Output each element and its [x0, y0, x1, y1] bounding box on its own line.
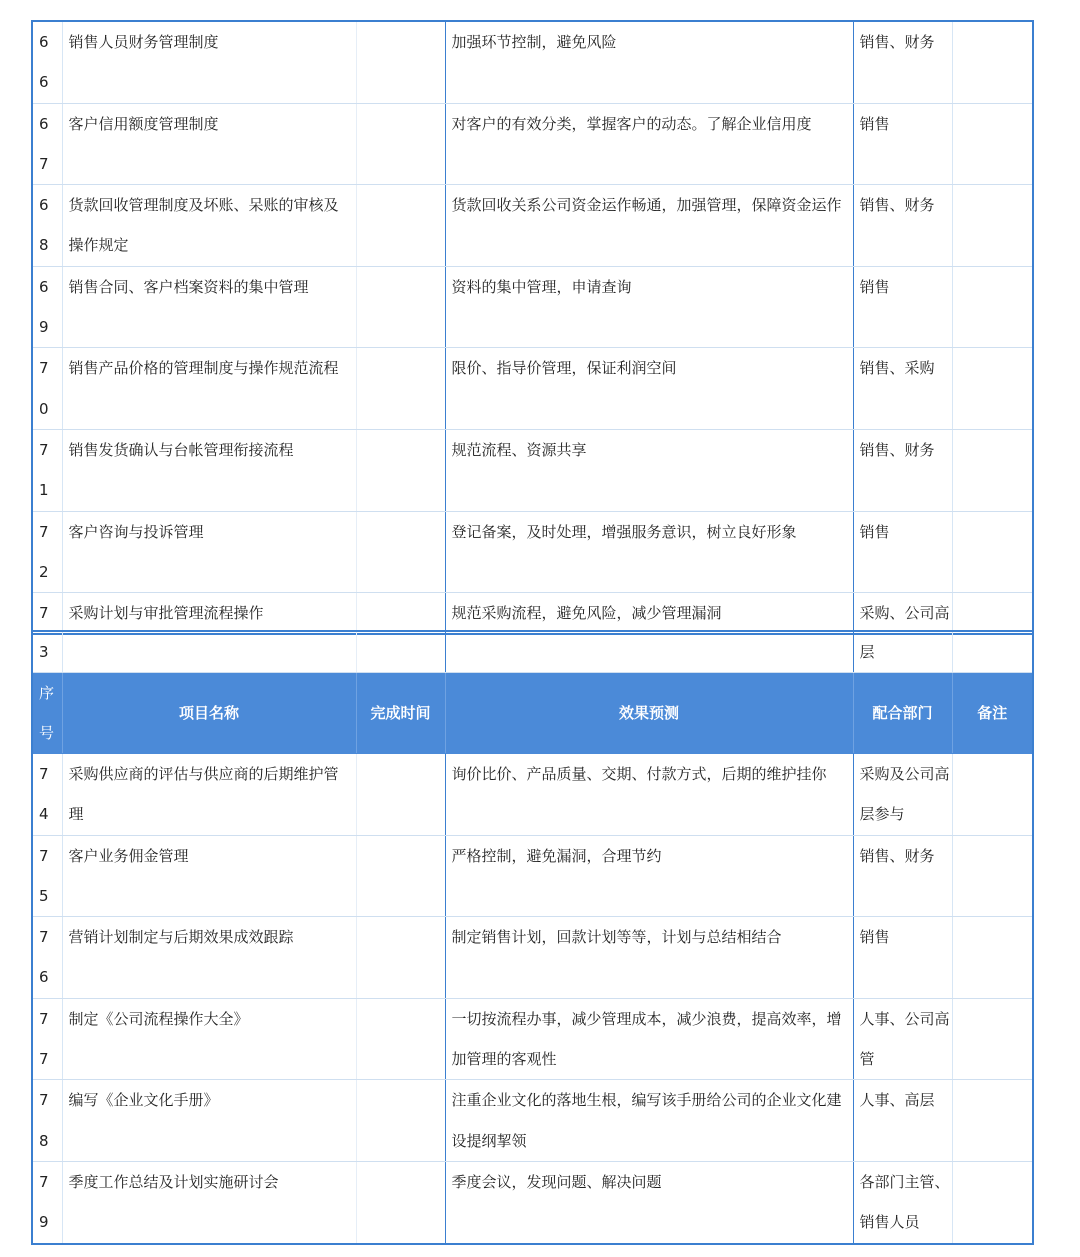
- table-row: [32, 631, 1033, 673]
- note-cell: [952, 754, 1033, 836]
- department-cell: 销售、财务: [853, 835, 952, 917]
- note-cell: [952, 593, 1033, 635]
- note-cell: [952, 917, 1033, 999]
- department-cell: 销售: [853, 103, 952, 185]
- completion-time-cell: [356, 754, 445, 836]
- table-row: [32, 593, 1033, 635]
- project-table-part-2: [31, 630, 1034, 1245]
- table-row: [32, 917, 1033, 999]
- completion-time-cell: [356, 917, 445, 999]
- department-cell: 销售、财务: [853, 21, 952, 103]
- completion-time-cell: [356, 429, 445, 511]
- note-cell: [952, 1080, 1033, 1162]
- completion-time-cell: [356, 348, 445, 430]
- row-number-cell: 7 7: [32, 998, 62, 1080]
- completion-time-cell: [356, 998, 445, 1080]
- project-name-cell: 制定《公司流程操作大全》: [62, 998, 356, 1080]
- table-row: [32, 21, 1033, 103]
- row-number-cell: 7 0: [32, 348, 62, 430]
- department-cell: 人事、高层: [853, 1080, 952, 1162]
- expected-effect-cell: 制定销售计划，回款计划等等，计划与总结相结合: [445, 917, 853, 999]
- table-row: [32, 185, 1033, 267]
- expected-effect-cell: 货款回收关系公司资金运作畅通，加强管理，保障资金运作: [445, 185, 853, 267]
- row-number-cell: 7 6: [32, 917, 62, 999]
- department-cell: 销售: [853, 917, 952, 999]
- project-name-cell: 客户咨询与投诉管理: [62, 511, 356, 593]
- table-header-row: [32, 673, 1033, 754]
- row-number-cell: 6 7: [32, 103, 62, 185]
- expected-effect-cell: 询价比价、产品质量、交期、付款方式，后期的维护挂你: [445, 754, 853, 836]
- note-cell: [952, 185, 1033, 267]
- header-completion-time: 完成时间: [356, 673, 445, 754]
- expected-effect-cell: 规范流程、资源共享: [445, 429, 853, 511]
- project-name-cell: 采购计划与审批管理流程操作: [62, 593, 356, 635]
- note-cell: [952, 348, 1033, 430]
- row-number-cell: 7 8: [32, 1080, 62, 1162]
- project-name-cell: 编写《企业文化手册》: [62, 1080, 356, 1162]
- row-number-cell: 7: [32, 593, 62, 635]
- expected-effect-cell: 一切按流程办事，减少管理成本，减少浪费，提高效率，增加管理的客观性: [445, 998, 853, 1080]
- expected-effect-cell: 资料的集中管理，申请查询: [445, 266, 853, 348]
- table-row: [32, 1080, 1033, 1162]
- department-cell: 销售、财务: [853, 429, 952, 511]
- completion-time-cell: [356, 835, 445, 917]
- note-cell: [952, 103, 1033, 185]
- department-cell: 销售: [853, 511, 952, 593]
- expected-effect-cell: 注重企业文化的落地生根，编写该手册给公司的企业文化建设提纲挈领: [445, 1080, 853, 1162]
- table-row: [32, 1161, 1033, 1243]
- row-number-cell: 6 6: [32, 21, 62, 103]
- completion-time-cell: [356, 103, 445, 185]
- row-number-cell: 3: [32, 631, 62, 673]
- table-row: [32, 998, 1033, 1080]
- completion-time-cell: [356, 1161, 445, 1243]
- project-name-cell: 销售发货确认与台帐管理衔接流程: [62, 429, 356, 511]
- expected-effect-cell: 限价、指导价管理，保证利润空间: [445, 348, 853, 430]
- department-cell: 销售、采购: [853, 348, 952, 430]
- table1-body: [32, 21, 1033, 634]
- note-cell: [952, 1161, 1033, 1243]
- project-table-part-1: [31, 20, 1034, 635]
- row-number-cell: 6 8: [32, 185, 62, 267]
- expected-effect-cell: 季度会议，发现问题、解决问题: [445, 1161, 853, 1243]
- header-department: 配合部门: [853, 673, 952, 754]
- expected-effect-cell: 严格控制，避免漏洞，合理节约: [445, 835, 853, 917]
- project-name-cell: 销售合同、客户档案资料的集中管理: [62, 266, 356, 348]
- note-cell: [952, 998, 1033, 1080]
- note-cell: [952, 429, 1033, 511]
- project-name-cell: [62, 631, 356, 673]
- completion-time-cell: [356, 266, 445, 348]
- table-row: [32, 348, 1033, 430]
- project-name-cell: 客户业务佣金管理: [62, 835, 356, 917]
- expected-effect-cell: [445, 631, 853, 673]
- department-cell: 人事、公司高管: [853, 998, 952, 1080]
- department-cell: 采购、公司高: [853, 593, 952, 635]
- completion-time-cell: [356, 21, 445, 103]
- note-cell: [952, 266, 1033, 348]
- department-cell: 层: [853, 631, 952, 673]
- table-row: [32, 103, 1033, 185]
- completion-time-cell: [356, 631, 445, 673]
- project-name-cell: 客户信用额度管理制度: [62, 103, 356, 185]
- note-cell: [952, 631, 1033, 673]
- header-project-name: 项目名称: [62, 673, 356, 754]
- expected-effect-cell: 对客户的有效分类，掌握客户的动态。了解企业信用度: [445, 103, 853, 185]
- project-name-cell: 销售产品价格的管理制度与操作规范流程: [62, 348, 356, 430]
- note-cell: [952, 835, 1033, 917]
- department-cell: 销售: [853, 266, 952, 348]
- completion-time-cell: [356, 1080, 445, 1162]
- project-name-cell: 销售人员财务管理制度: [62, 21, 356, 103]
- expected-effect-cell: 规范采购流程，避免风险，减少管理漏洞: [445, 593, 853, 635]
- project-name-cell: 货款回收管理制度及坏账、呆账的审核及操作规定: [62, 185, 356, 267]
- department-cell: 各部门主管、销售人员: [853, 1161, 952, 1243]
- table-row: [32, 266, 1033, 348]
- table-row: [32, 429, 1033, 511]
- row-number-cell: 7 1: [32, 429, 62, 511]
- expected-effect-cell: 登记备案，及时处理，增强服务意识，树立良好形象: [445, 511, 853, 593]
- table-row: [32, 511, 1033, 593]
- row-number-cell: 7 9: [32, 1161, 62, 1243]
- project-name-cell: 营销计划制定与后期效果成效跟踪: [62, 917, 356, 999]
- expected-effect-cell: 加强环节控制，避免风险: [445, 21, 853, 103]
- row-number-cell: 6 9: [32, 266, 62, 348]
- department-cell: 采购及公司高层参与: [853, 754, 952, 836]
- header-serial-number: 序 号: [32, 673, 62, 754]
- header-expected-effect: 效果预测: [445, 673, 853, 754]
- row-number-cell: 7 4: [32, 754, 62, 836]
- table-row: [32, 835, 1033, 917]
- note-cell: [952, 511, 1033, 593]
- table-row: [32, 754, 1033, 836]
- table2-body: [32, 631, 1033, 1244]
- note-cell: [952, 21, 1033, 103]
- completion-time-cell: [356, 593, 445, 635]
- project-name-cell: 采购供应商的评估与供应商的后期维护管理: [62, 754, 356, 836]
- completion-time-cell: [356, 511, 445, 593]
- project-name-cell: 季度工作总结及计划实施研讨会: [62, 1161, 356, 1243]
- row-number-cell: 7 5: [32, 835, 62, 917]
- department-cell: 销售、财务: [853, 185, 952, 267]
- row-number-cell: 7 2: [32, 511, 62, 593]
- completion-time-cell: [356, 185, 445, 267]
- header-note: 备注: [952, 673, 1033, 754]
